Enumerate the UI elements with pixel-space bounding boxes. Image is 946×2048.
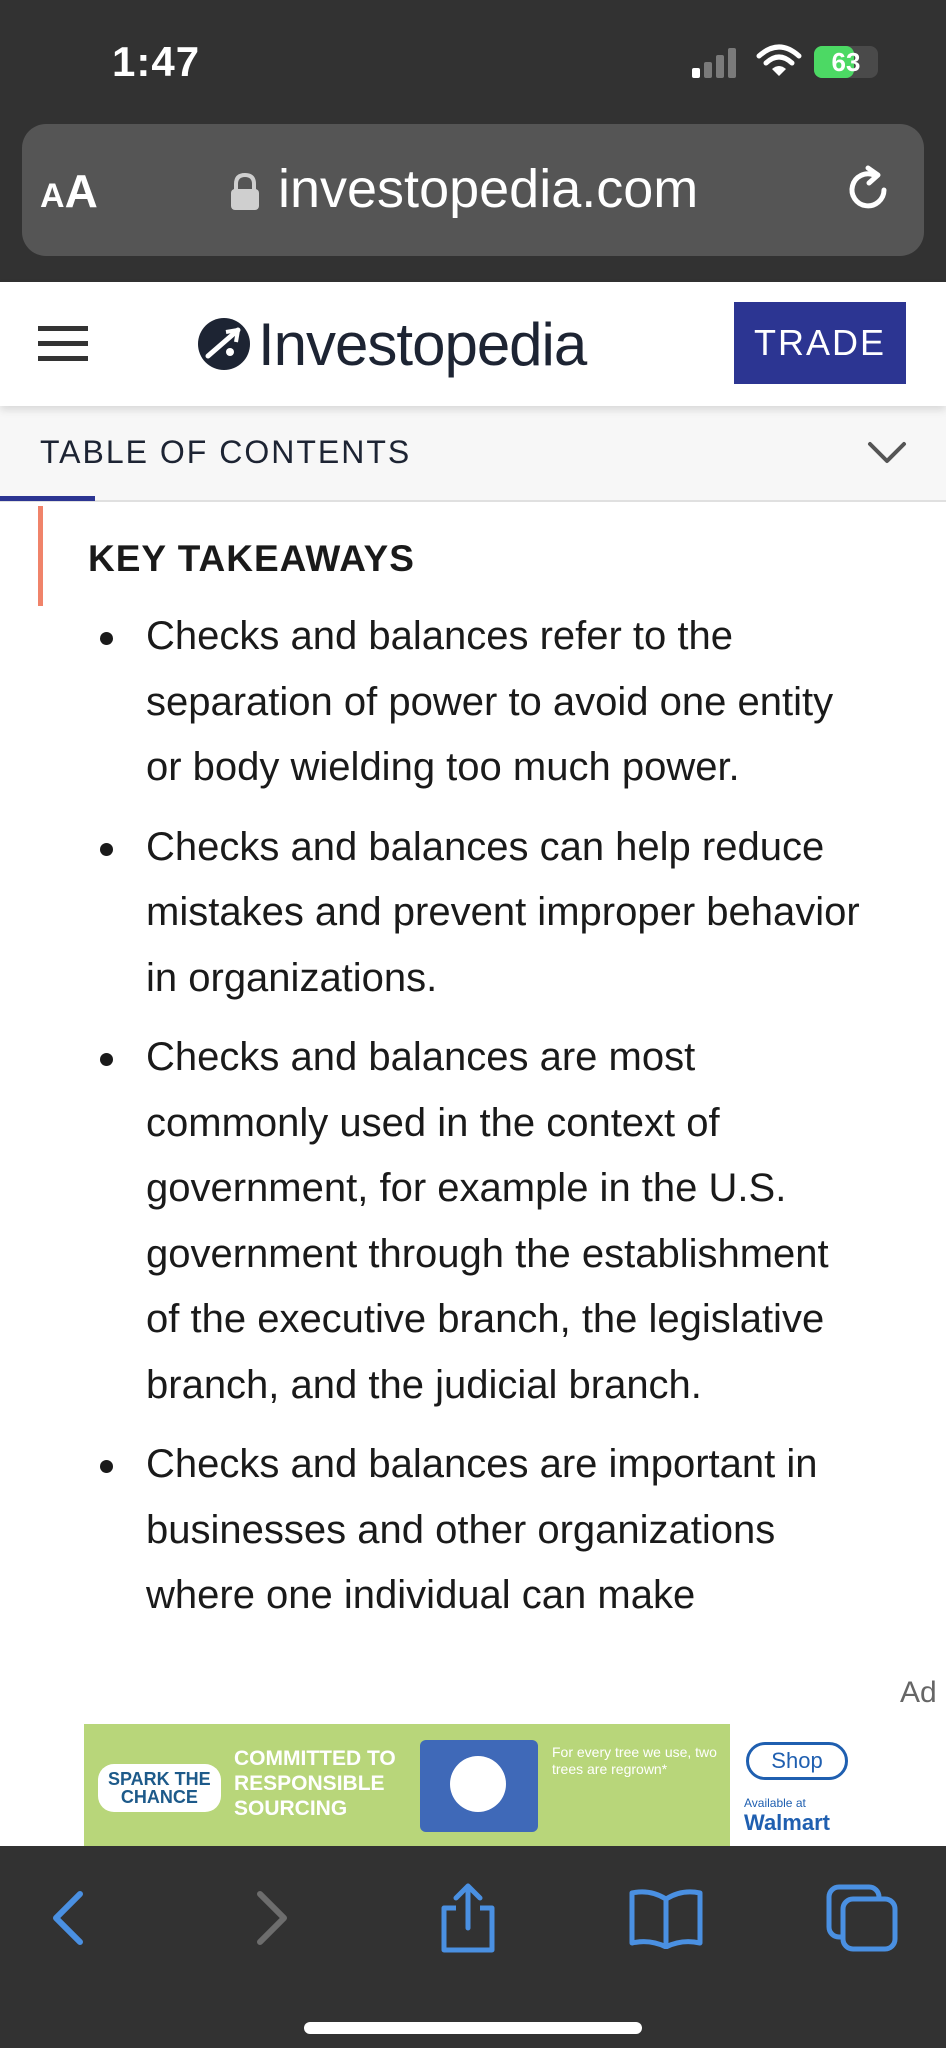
table-of-contents[interactable] — [0, 406, 946, 502]
site-header — [0, 282, 946, 406]
ad-label: Ad — [896, 1676, 937, 1710]
key-takeaways-list — [90, 604, 870, 1643]
tabs-button[interactable] — [822, 1878, 902, 1958]
trade-button[interactable]: TRADE — [734, 302, 906, 384]
cellular-signal-icon — [690, 46, 740, 78]
ad-shop-button[interactable]: Shop — [746, 1742, 848, 1780]
key-takeaways-title: KEY TAKEAWAYS — [88, 538, 415, 579]
toc-label: TABLE OF CONTENTS — [40, 434, 412, 470]
list-item: Checks and balances refer to the separation of power to avoid one entity or body wielding too much power. — [90, 604, 870, 801]
list-item: Checks and balances are most commonly used in the context of government, for example in the U.S. government through the establishment of the executive branch, the legislative branch, and the judicial branch. — [90, 1025, 870, 1418]
browser-toolbar — [0, 1846, 946, 2048]
status-time: 1:47 — [112, 38, 201, 85]
wifi-icon — [756, 44, 802, 78]
battery-indicator — [814, 46, 878, 78]
ad-headline: COMMITTED TO RESPONSIBLE SOURCING — [234, 1747, 396, 1820]
bookmarks-button[interactable] — [626, 1878, 706, 1958]
browser-chrome — [0, 124, 946, 282]
ad-spark-logo: SPARK THE CHANCE — [98, 1764, 221, 1812]
ad-banner[interactable] — [84, 1724, 862, 1846]
ad-body-text: For every tree we use, two trees are regrown* — [552, 1744, 717, 1777]
investopedia-logo-icon — [196, 316, 252, 372]
share-button[interactable] — [428, 1878, 508, 1958]
hamburger-menu-icon[interactable] — [38, 322, 88, 366]
list-item: Checks and balances are important in businesses and other organizations where one individual can make — [90, 1432, 870, 1629]
share-icon — [436, 1882, 500, 1954]
bookmarks-icon — [628, 1887, 704, 1949]
forward-button[interactable] — [232, 1878, 312, 1958]
product-logo-icon — [450, 1756, 506, 1812]
status-bar — [0, 0, 946, 124]
chevron-down-icon[interactable] — [866, 436, 908, 470]
text-size-button[interactable]: AA — [40, 165, 98, 217]
home-indicator[interactable] — [304, 2022, 642, 2034]
forward-icon — [250, 1888, 294, 1948]
ad-available-at: Available at — [744, 1796, 806, 1810]
list-item: Checks and balances can help reduce mistakes and prevent improper behavior in organizations. — [90, 815, 870, 1012]
tabs-icon — [825, 1883, 899, 1953]
back-button[interactable] — [28, 1878, 108, 1958]
logo-text: Investopedia — [258, 310, 587, 378]
address-bar[interactable] — [22, 124, 924, 256]
toc-progress-bar — [0, 496, 95, 501]
battery-level: 63 — [831, 47, 861, 77]
ad-product-image — [420, 1740, 538, 1832]
key-takeaways — [0, 502, 946, 1702]
ad-retailer: Walmart — [744, 1810, 830, 1835]
back-icon — [46, 1888, 90, 1948]
site-logo[interactable] — [196, 312, 586, 376]
reload-icon[interactable] — [840, 162, 896, 218]
key-takeaways-accent — [38, 506, 43, 606]
lock-icon — [228, 172, 262, 212]
url-text[interactable]: investopedia.com — [278, 159, 699, 219]
